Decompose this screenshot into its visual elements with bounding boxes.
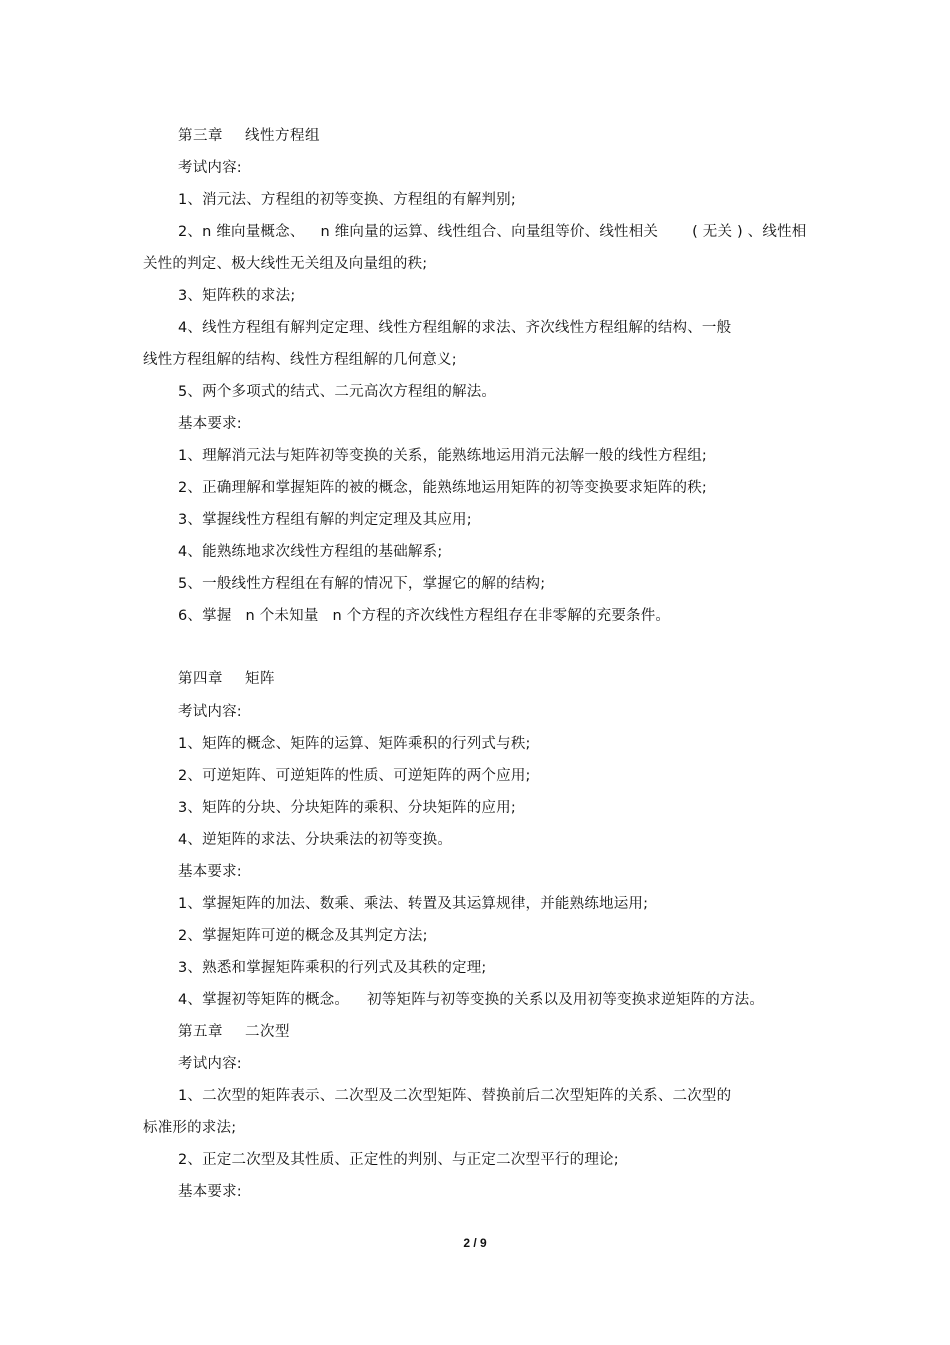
requirement-item-2: 2、正确理解和掌握矩阵的被的概念，能熟练地运用矩阵的初等变换要求矩阵的秩; <box>178 480 708 496</box>
content-item-1: 1、矩阵的概念、矩阵的运算、矩阵乘积的行列式与秩; <box>178 736 531 752</box>
chapter-title: 线性方程组 <box>245 128 320 144</box>
requirement-item-5: 5、一般线性方程组在有解的情况下，掌握它的解的结构; <box>178 576 546 592</box>
requirement-item-6 <box>178 607 670 625</box>
chapter-5-heading <box>178 1023 290 1041</box>
requirement-item-4-part-a: 4、掌握初等矩阵的概念。 <box>178 992 350 1008</box>
content-item-2-part-a: 2、n 维向量概念、 <box>178 224 305 240</box>
requirement-item-4-part-b: 初等矩阵与初等变换的关系以及用初等变换求逆矩阵的方法。 <box>367 992 765 1008</box>
page-number: 2 / 9 <box>463 1236 487 1250</box>
content-item-1: 1、二次型的矩阵表示、二次型及二次型矩阵、替换前后二次型矩阵的关系、二次型的 <box>178 1088 732 1104</box>
requirement-item-6-part-c: n 个方程的齐次线性方程组存在非零解的充要条件。 <box>332 608 671 624</box>
chapter-title: 矩阵 <box>245 671 275 687</box>
requirement-item-6-part-b: n 个未知量 <box>245 608 319 624</box>
content-item-1-continued: 标准形的求法; <box>143 1120 237 1136</box>
chapter-number: 第三章 <box>178 128 223 144</box>
chapter-number: 第五章 <box>178 1024 223 1040</box>
chapter-title: 二次型 <box>245 1024 290 1040</box>
requirement-item-6-part-a: 6、掌握 <box>178 608 232 624</box>
requirement-item-3: 3、熟悉和掌握矩阵乘积的行列式及其秩的定理; <box>178 960 487 976</box>
requirement-item-1: 1、掌握矩阵的加法、数乘、乘法、转置及其运算规律，并能熟练地运用; <box>178 896 649 912</box>
section-label-content: 考试内容: <box>178 1056 242 1072</box>
requirement-item-2: 2、掌握矩阵可逆的概念及其判定方法; <box>178 928 428 944</box>
content-item-1: 1、消元法、方程组的初等变换、方程组的有解判别; <box>178 192 516 208</box>
requirement-item-1: 1、理解消元法与矩阵初等变换的关系，能熟练地运用消元法解一般的线性方程组; <box>178 448 708 464</box>
content-item-2 <box>178 223 806 241</box>
content-item-3: 3、矩阵秩的求法; <box>178 288 296 304</box>
content-item-2-part-b: n 维向量的运算、线性组合、向量组等价、线性相关 <box>320 224 659 240</box>
content-item-2-part-c: ( 无关 ) 、线性相 <box>692 224 807 240</box>
section-label-requirements: 基本要求: <box>178 864 242 880</box>
requirement-item-4: 4、能熟练地求次线性方程组的基础解系; <box>178 544 443 560</box>
section-label-content: 考试内容: <box>178 160 242 176</box>
chapter-4-heading <box>178 670 275 688</box>
content-item-2-continued: 关性的判定、极大线性无关组及向量组的秩; <box>143 256 428 272</box>
chapter-3-heading <box>178 127 320 145</box>
content-item-4: 4、逆矩阵的求法、分块乘法的初等变换。 <box>178 832 453 848</box>
section-label-requirements: 基本要求: <box>178 416 242 432</box>
content-item-4-continued: 线性方程组解的结构、线性方程组解的几何意义; <box>143 352 457 368</box>
requirement-item-4 <box>178 991 764 1009</box>
chapter-number: 第四章 <box>178 671 223 687</box>
content-item-4: 4、线性方程组有解判定定理、线性方程组解的求法、齐次线性方程组解的结构、一般 <box>178 320 732 336</box>
section-label-requirements: 基本要求: <box>178 1184 242 1200</box>
content-item-2: 2、正定二次型及其性质、正定性的判别、与正定二次型平行的理论; <box>178 1152 619 1168</box>
requirement-item-3: 3、掌握线性方程组有解的判定定理及其应用; <box>178 512 472 528</box>
section-label-content: 考试内容: <box>178 704 242 720</box>
content-item-2: 2、可逆矩阵、可逆矩阵的性质、可逆矩阵的两个应用; <box>178 768 531 784</box>
content-item-3: 3、矩阵的分块、分块矩阵的乘积、分块矩阵的应用; <box>178 800 516 816</box>
content-item-5: 5、两个多项式的结式、二元高次方程组的解法。 <box>178 384 497 400</box>
